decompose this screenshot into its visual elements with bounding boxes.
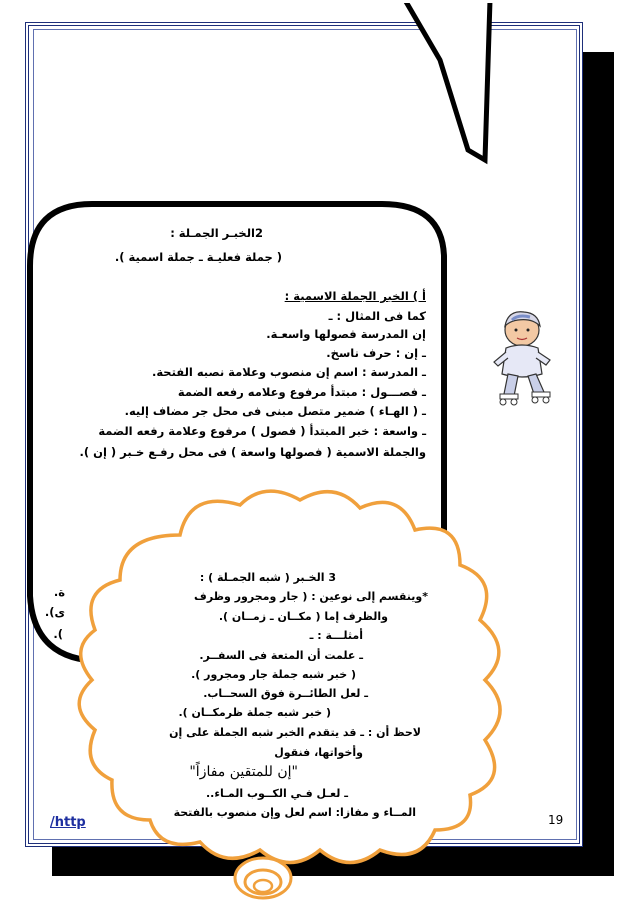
cloud-title: 3 الخـبر ( شبه الجمـلة ) : bbox=[199, 571, 336, 584]
edge-fragment-1: ة. bbox=[53, 585, 65, 599]
cloud-line-8: لاحظ أن : ـ قد يتقدم الخبر شبه الجملة على إن bbox=[169, 726, 421, 739]
bubble-line-6: ـ ( الهـاء ) ضمير متصل مبنى فى محل جر مضاف إليه. bbox=[124, 404, 426, 418]
page-number: 19 bbox=[548, 813, 564, 827]
bubble-line-8: والجملة الاسمية ( فصولها واسعة ) فى محل رفـع خـبر ( إن ). bbox=[79, 445, 426, 459]
skater-child-image bbox=[488, 308, 558, 408]
bubble-line-2: إن المدرسة فصولها واسعـة. bbox=[266, 327, 426, 341]
bubble-line-4: ـ المدرسة : اسم إن منصوب وعلامة نصبه الفتحة. bbox=[151, 365, 426, 379]
cloud-line-1: *وينقسم إلى نوعين : ( جار ومجرور وظرف bbox=[194, 590, 428, 603]
bubble-heading: 2الخبـر الجمـلة : bbox=[170, 226, 263, 240]
cloud-line-12: المــاء و مفازا: اسم لعل وإن منصوب بالفتحة bbox=[173, 806, 416, 819]
cloud-line-2: والظرف إما ( مكــان ـ زمــان ). bbox=[218, 610, 388, 623]
cloud-line-6: ـ لعل الطائــرة فوق السحــاب. bbox=[203, 687, 368, 700]
section-a-heading: أ ) الخبر الجملة الاسمية : bbox=[284, 289, 426, 303]
bubble-line-7: ـ واسعة : خبر المبتدأ ( فصول ) مرفوع وعلامة رفعه الضمة bbox=[98, 424, 426, 438]
footer-url[interactable]: /http bbox=[50, 815, 86, 830]
cloud-line-3: أمثلـــة : ـ bbox=[309, 629, 363, 642]
cloud-line-11: ـ لعـل فـي الكــوب المـاء.. bbox=[205, 787, 348, 800]
edge-fragment-2: ى). bbox=[44, 605, 65, 619]
cloud-line-4: ـ علمت أن المتعة فى السفــر. bbox=[199, 649, 363, 662]
cloud-line-7: ( خبر شبه جملة ظرمكــان ). bbox=[178, 706, 331, 719]
bubble-line-1: كما فى المثال : ـ bbox=[328, 309, 426, 323]
bubble-subheading: ( جملة فعليـة ـ جملة اسمية ). bbox=[114, 250, 282, 264]
cloud-quote-verse: "إن للمتقين مفازاً" bbox=[189, 764, 298, 780]
edge-fragment-3: ). bbox=[53, 627, 63, 641]
cloud-line-9: وأخواتها، فنقول bbox=[274, 746, 363, 759]
bubble-line-5: ـ فصـــول : مبتدأ مرفوع وعلامه رفعه الضمة bbox=[177, 385, 426, 399]
cloud-line-5: ( خبر شبه جملة جار ومجرور ). bbox=[191, 668, 356, 681]
bubble-line-3: ـ إن : حرف ناسخ. bbox=[326, 346, 426, 360]
